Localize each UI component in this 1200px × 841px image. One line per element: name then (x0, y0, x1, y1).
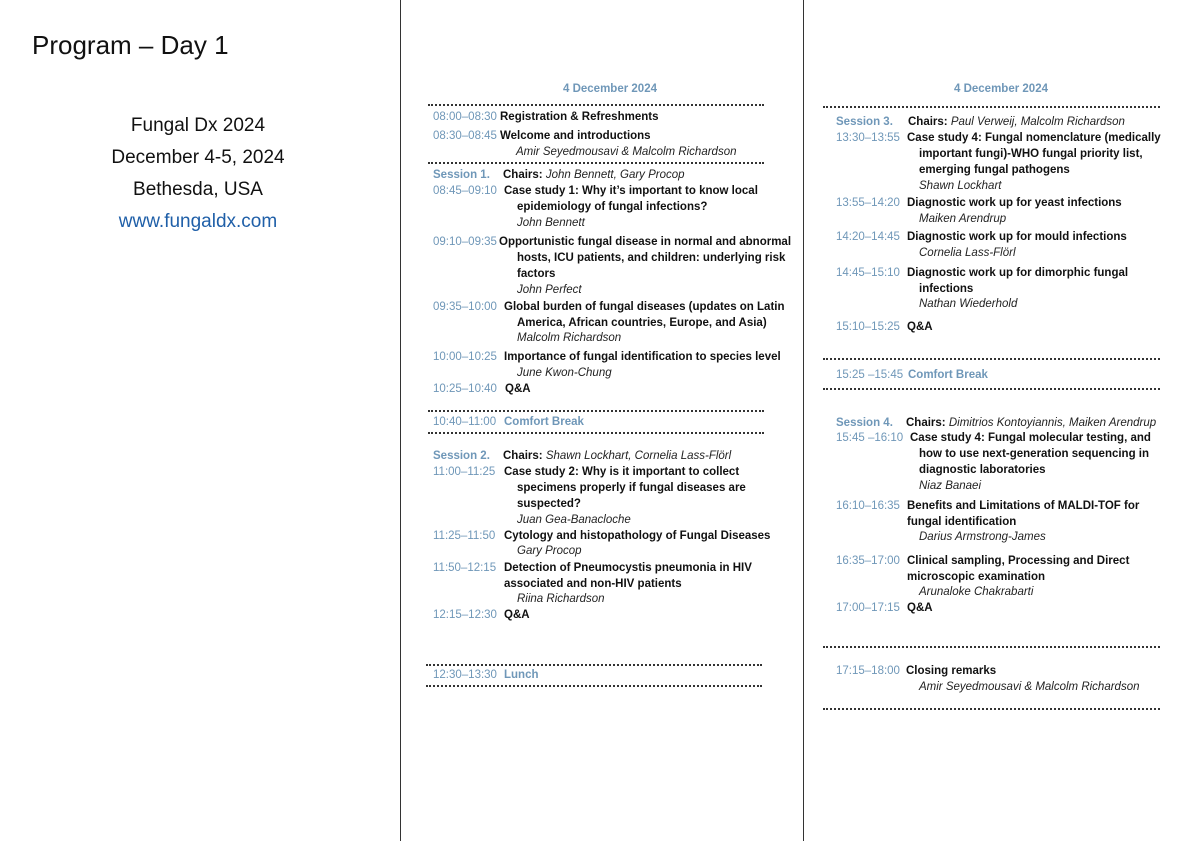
item-time: 09:35–10:00 (433, 301, 497, 313)
page-title: Program – Day 1 (32, 30, 229, 60)
item-title: Case study 4: Fungal molecular testing, and (910, 432, 1151, 444)
item-title: Case study 4: Fungal nomenclature (medically (907, 132, 1161, 144)
item-speaker: John Bennett (517, 217, 585, 229)
item-title: Q&A (907, 602, 933, 614)
break-title: Comfort Break (504, 416, 584, 428)
item-time: 09:10–09:35 (433, 236, 497, 248)
item-time: 11:50–12:15 (433, 562, 497, 574)
item-time: 08:45–09:10 (433, 185, 497, 197)
item-time: 16:10–16:35 (836, 500, 900, 512)
item-title: Q&A (504, 609, 530, 621)
item-title: America, African countries, Europe, and Asia) (517, 317, 767, 329)
item-title: Diagnostic work up for mould infections (907, 231, 1127, 243)
item-speaker: Niaz Banaei (919, 480, 982, 492)
item-speaker: Amir Seyedmousavi & Malcolm Richardson (516, 146, 737, 158)
item-title: microscopic examination (907, 571, 1046, 583)
session-label: Session 3. (836, 116, 893, 128)
session-chairs: Chairs: Paul Verweij, Malcolm Richardson (908, 116, 1125, 128)
item-time: 17:00–17:15 (836, 602, 900, 614)
item-speaker: Arunaloke Chakrabarti (919, 586, 1034, 598)
item-time: 10:40–11:00 (433, 416, 497, 428)
item-speaker: Darius Armstrong-James (919, 531, 1046, 543)
item-speaker: Juan Gea-Banacloche (517, 514, 631, 526)
session-chairs: Chairs: Shawn Lockhart, Cornelia Lass-Flörl (503, 450, 732, 462)
session-label: Session 1. (433, 169, 490, 181)
column-date: 4 December 2024 (563, 83, 657, 95)
item-speaker: Maiken Arendrup (919, 213, 1007, 225)
item-title: Global burden of fungal diseases (updates on Latin (504, 301, 785, 313)
item-title: specimens properly if fungal diseases are (517, 482, 746, 494)
item-title: Registration & Refreshments (500, 111, 659, 123)
event-dates: December 4-5, 2024 (111, 147, 285, 168)
item-title: Diagnostic work up for dimorphic fungal (907, 267, 1129, 279)
item-time: 13:30–13:55 (836, 132, 900, 144)
item-speaker: Gary Procop (517, 545, 582, 557)
item-time: 12:30–13:30 (433, 669, 497, 681)
divider (823, 388, 1160, 390)
item-title: hosts, ICU patients, and children: underlying risk (517, 252, 786, 264)
item-speaker: Nathan Wiederhold (919, 298, 1018, 310)
item-title: diagnostic laboratories (919, 464, 1046, 476)
divider (823, 106, 1160, 108)
item-time: 15:25 –15:45 (836, 369, 904, 381)
event-name: Fungal Dx 2024 (130, 115, 266, 136)
item-title: Detection of Pneumocystis pneumonia in HIV (504, 562, 752, 574)
item-time: 17:15–18:00 (836, 665, 900, 677)
item-title: associated and non-HIV patients (504, 578, 682, 590)
item-title: important fungi)-WHO fungal priority list, (919, 148, 1143, 160)
item-title: Welcome and introductions (500, 130, 651, 142)
column-date: 4 December 2024 (954, 83, 1048, 95)
item-time: 15:45 –16:10 (836, 432, 904, 444)
divider (823, 358, 1160, 360)
item-time: 10:00–10:25 (433, 351, 497, 363)
divider (823, 646, 1160, 648)
item-title: infections (919, 283, 974, 295)
item-time: 08:30–08:45 (433, 130, 497, 142)
event-website-link[interactable]: www.fungaldx.com (118, 211, 278, 232)
item-time: 11:25–11:50 (433, 530, 496, 542)
item-title: fungal identification (907, 516, 1017, 528)
item-title: factors (517, 268, 556, 280)
item-title: Opportunistic fungal disease in normal and abnormal (499, 236, 792, 248)
event-location: Bethesda, USA (133, 179, 263, 200)
item-time: 15:10–15:25 (836, 321, 900, 333)
session-label: Session 4. (836, 417, 893, 429)
item-title: Q&A (907, 321, 933, 333)
item-title: Closing remarks (906, 665, 997, 677)
item-time: 14:45–15:10 (836, 267, 900, 279)
item-title: Diagnostic work up for yeast infections (907, 197, 1122, 209)
item-title: Case study 2: Why is it important to collect (504, 466, 740, 478)
item-speaker: Shawn Lockhart (919, 180, 1002, 192)
item-title: Importance of fungal identification to species level (504, 351, 781, 363)
item-time: 16:35–17:00 (836, 555, 900, 567)
item-title: Cytology and histopathology of Fungal Diseases (504, 530, 771, 542)
item-time: 08:00–08:30 (433, 111, 497, 123)
item-time: 12:15–12:30 (433, 609, 497, 621)
item-time: 13:55–14:20 (836, 197, 900, 209)
item-title: how to use next-generation sequencing in (919, 448, 1150, 460)
session-chairs: Chairs: John Bennett, Gary Procop (503, 169, 685, 181)
item-speaker: June Kwon-Chung (517, 367, 612, 379)
break-title: Comfort Break (908, 369, 988, 381)
item-time: 14:20–14:45 (836, 231, 900, 243)
item-speaker: Amir Seyedmousavi & Malcolm Richardson (919, 681, 1140, 693)
divider (823, 708, 1160, 710)
item-title: suspected? (517, 498, 581, 510)
item-speaker: John Perfect (517, 284, 582, 296)
break-title: Lunch (504, 669, 539, 681)
item-title: Q&A (505, 383, 531, 395)
item-time: 10:25–10:40 (433, 383, 497, 395)
item-speaker: Cornelia Lass-Flörl (919, 247, 1016, 259)
item-speaker: Riina Richardson (517, 593, 605, 605)
item-speaker: Malcolm Richardson (517, 332, 622, 344)
session-chairs: Chairs: Dimitrios Kontoyiannis, Maiken Arendrup (906, 417, 1157, 429)
item-title: emerging fungal pathogens (919, 164, 1070, 176)
session-label: Session 2. (433, 450, 490, 462)
item-title: Benefits and Limitations of MALDI-TOF for (907, 500, 1140, 512)
item-title: Case study 1: Why it’s important to know local (504, 185, 758, 197)
item-title: epidemiology of fungal infections? (517, 201, 708, 213)
item-time: 11:00–11:25 (433, 466, 496, 478)
item-title: Clinical sampling, Processing and Direct (907, 555, 1130, 567)
